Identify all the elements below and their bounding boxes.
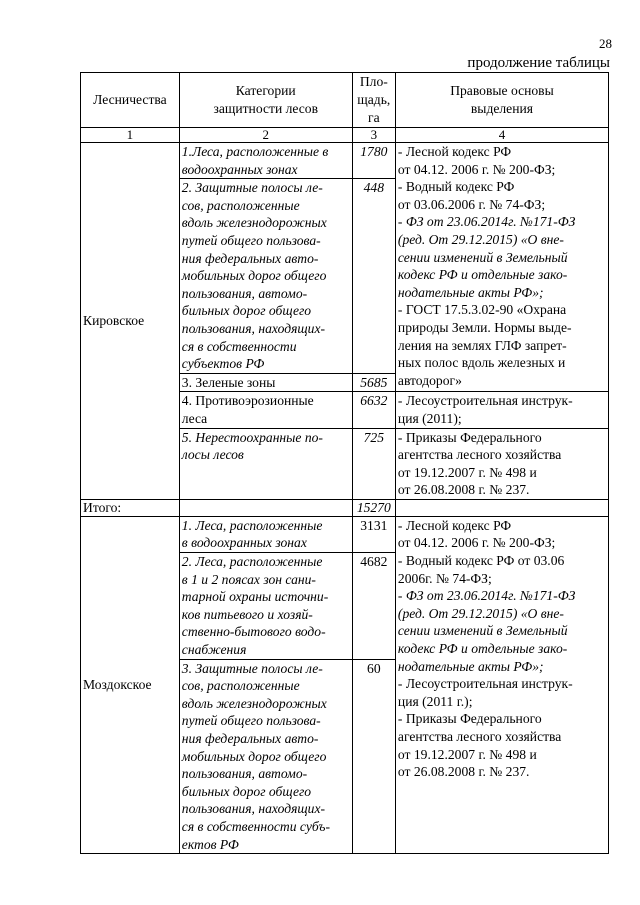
header-row bbox=[81, 73, 609, 128]
page-number: 28 bbox=[599, 36, 612, 51]
table-continuation-caption: продолжение таблицы bbox=[467, 55, 610, 71]
category-cell: 1. Леса, расположенные в водоохранных зонах bbox=[179, 516, 352, 552]
table-row bbox=[81, 516, 609, 552]
header-category: Категории защитности лесов bbox=[179, 73, 352, 128]
area-cell: 1780 bbox=[352, 143, 395, 179]
category-cell: 4. Противоэрозионные леса bbox=[179, 392, 352, 428]
header-legal-basis: Правовые основы выделения bbox=[395, 73, 608, 128]
legal-basis-cell: - Лесной кодекс РФ от 04.12. 2006 г. № 200-ФЗ; - Водный кодекс РФ от 03.06 2006г. № 74-ФЗ; - ФЗ от 23.06.2014г. №171-ФЗ (ред. От 29.12.2015) «О вне- сении изменений в Земельный кодекс РФ и отдельные зако- нодательные акты РФ»; - Лесоустроительная инструк- ция (2011 г.); - Приказы Федерального агентства лесного хозяйства от 19.12.2007 г. № 498 и от 26.08.2008 г. № 237. bbox=[395, 516, 608, 853]
area-cell: 6632 bbox=[352, 392, 395, 428]
legal-basis-cell: - Приказы Федерального агентства лесного хозяйства от 19.12.2007 г. № 498 и от 26.08.2008 г. № 237. bbox=[395, 428, 608, 499]
legal-basis-cell: - Лесной кодекс РФ от 04.12. 2006 г. № 200-ФЗ; - Водный кодекс РФ от 03.06.2006 г. № 74-ФЗ; - ФЗ от 23.06.2014г. №171-ФЗ (ред. От 29.12.2015) «О вне- сении изменений в Земельный кодекс РФ и отдельные зако- нодательные акты РФ»; - ГОСТ 17.5.3.02-90 «Охрана природы Земли. Нормы выде- ления на землях ГЛФ запрет- ных полос вдоль железных и автодорог» bbox=[395, 143, 608, 392]
category-cell: 5. Нерестоохранные по- лосы лесов bbox=[179, 428, 352, 499]
total-area: 15270 bbox=[352, 499, 395, 516]
area-cell: 448 bbox=[352, 179, 395, 374]
legal-basis-cell: - Лесоустроительная инструк- ция (2011); bbox=[395, 392, 608, 428]
category-cell: 3. Защитные полосы ле- сов, расположенные вдоль железнодорожных путей общего пользова- ния федеральных авто- мобильных дорог общего пользования, автомо- бильных дорог общего пользования, находящих- ся в собственности субъ- ектов РФ bbox=[179, 659, 352, 854]
column-number: 4 bbox=[395, 128, 608, 143]
forestry-name-kirov: Кировское bbox=[81, 143, 180, 500]
column-number: 2 bbox=[179, 128, 352, 143]
category-cell: 2. Защитные полосы ле- сов, расположенные вдоль железнодорожных путей общего пользова- ния федеральных авто- мобильных дорог общего пользования, автомо- бильных дорог общего пользования, находящих- ся в собственности субъектов РФ bbox=[179, 179, 352, 374]
area-cell: 60 bbox=[352, 659, 395, 854]
area-cell: 4682 bbox=[352, 553, 395, 660]
total-row bbox=[81, 499, 609, 516]
header-area: Пло- щадь, га bbox=[352, 73, 395, 128]
area-cell: 3131 bbox=[352, 516, 395, 552]
total-label: Итого: bbox=[81, 499, 180, 516]
category-cell: 1.Леса, расположенные в водоохранных зонах bbox=[179, 143, 352, 179]
forest-protection-table bbox=[80, 72, 609, 854]
column-number-row bbox=[81, 128, 609, 143]
area-cell: 725 bbox=[352, 428, 395, 499]
table-row bbox=[81, 143, 609, 179]
forestry-name-mozdok: Моздокское bbox=[81, 516, 180, 853]
area-cell: 5685 bbox=[352, 373, 395, 392]
column-number: 1 bbox=[81, 128, 180, 143]
header-forestry: Лесничества bbox=[81, 73, 180, 128]
column-number: 3 bbox=[352, 128, 395, 143]
category-cell: 2. Леса, расположенные в 1 и 2 поясах зон сани- тарной охраны источни- ков питьевого и хозяй- ственно-бытового водо- снабжения bbox=[179, 553, 352, 660]
category-cell: 3. Зеленые зоны bbox=[179, 373, 352, 392]
